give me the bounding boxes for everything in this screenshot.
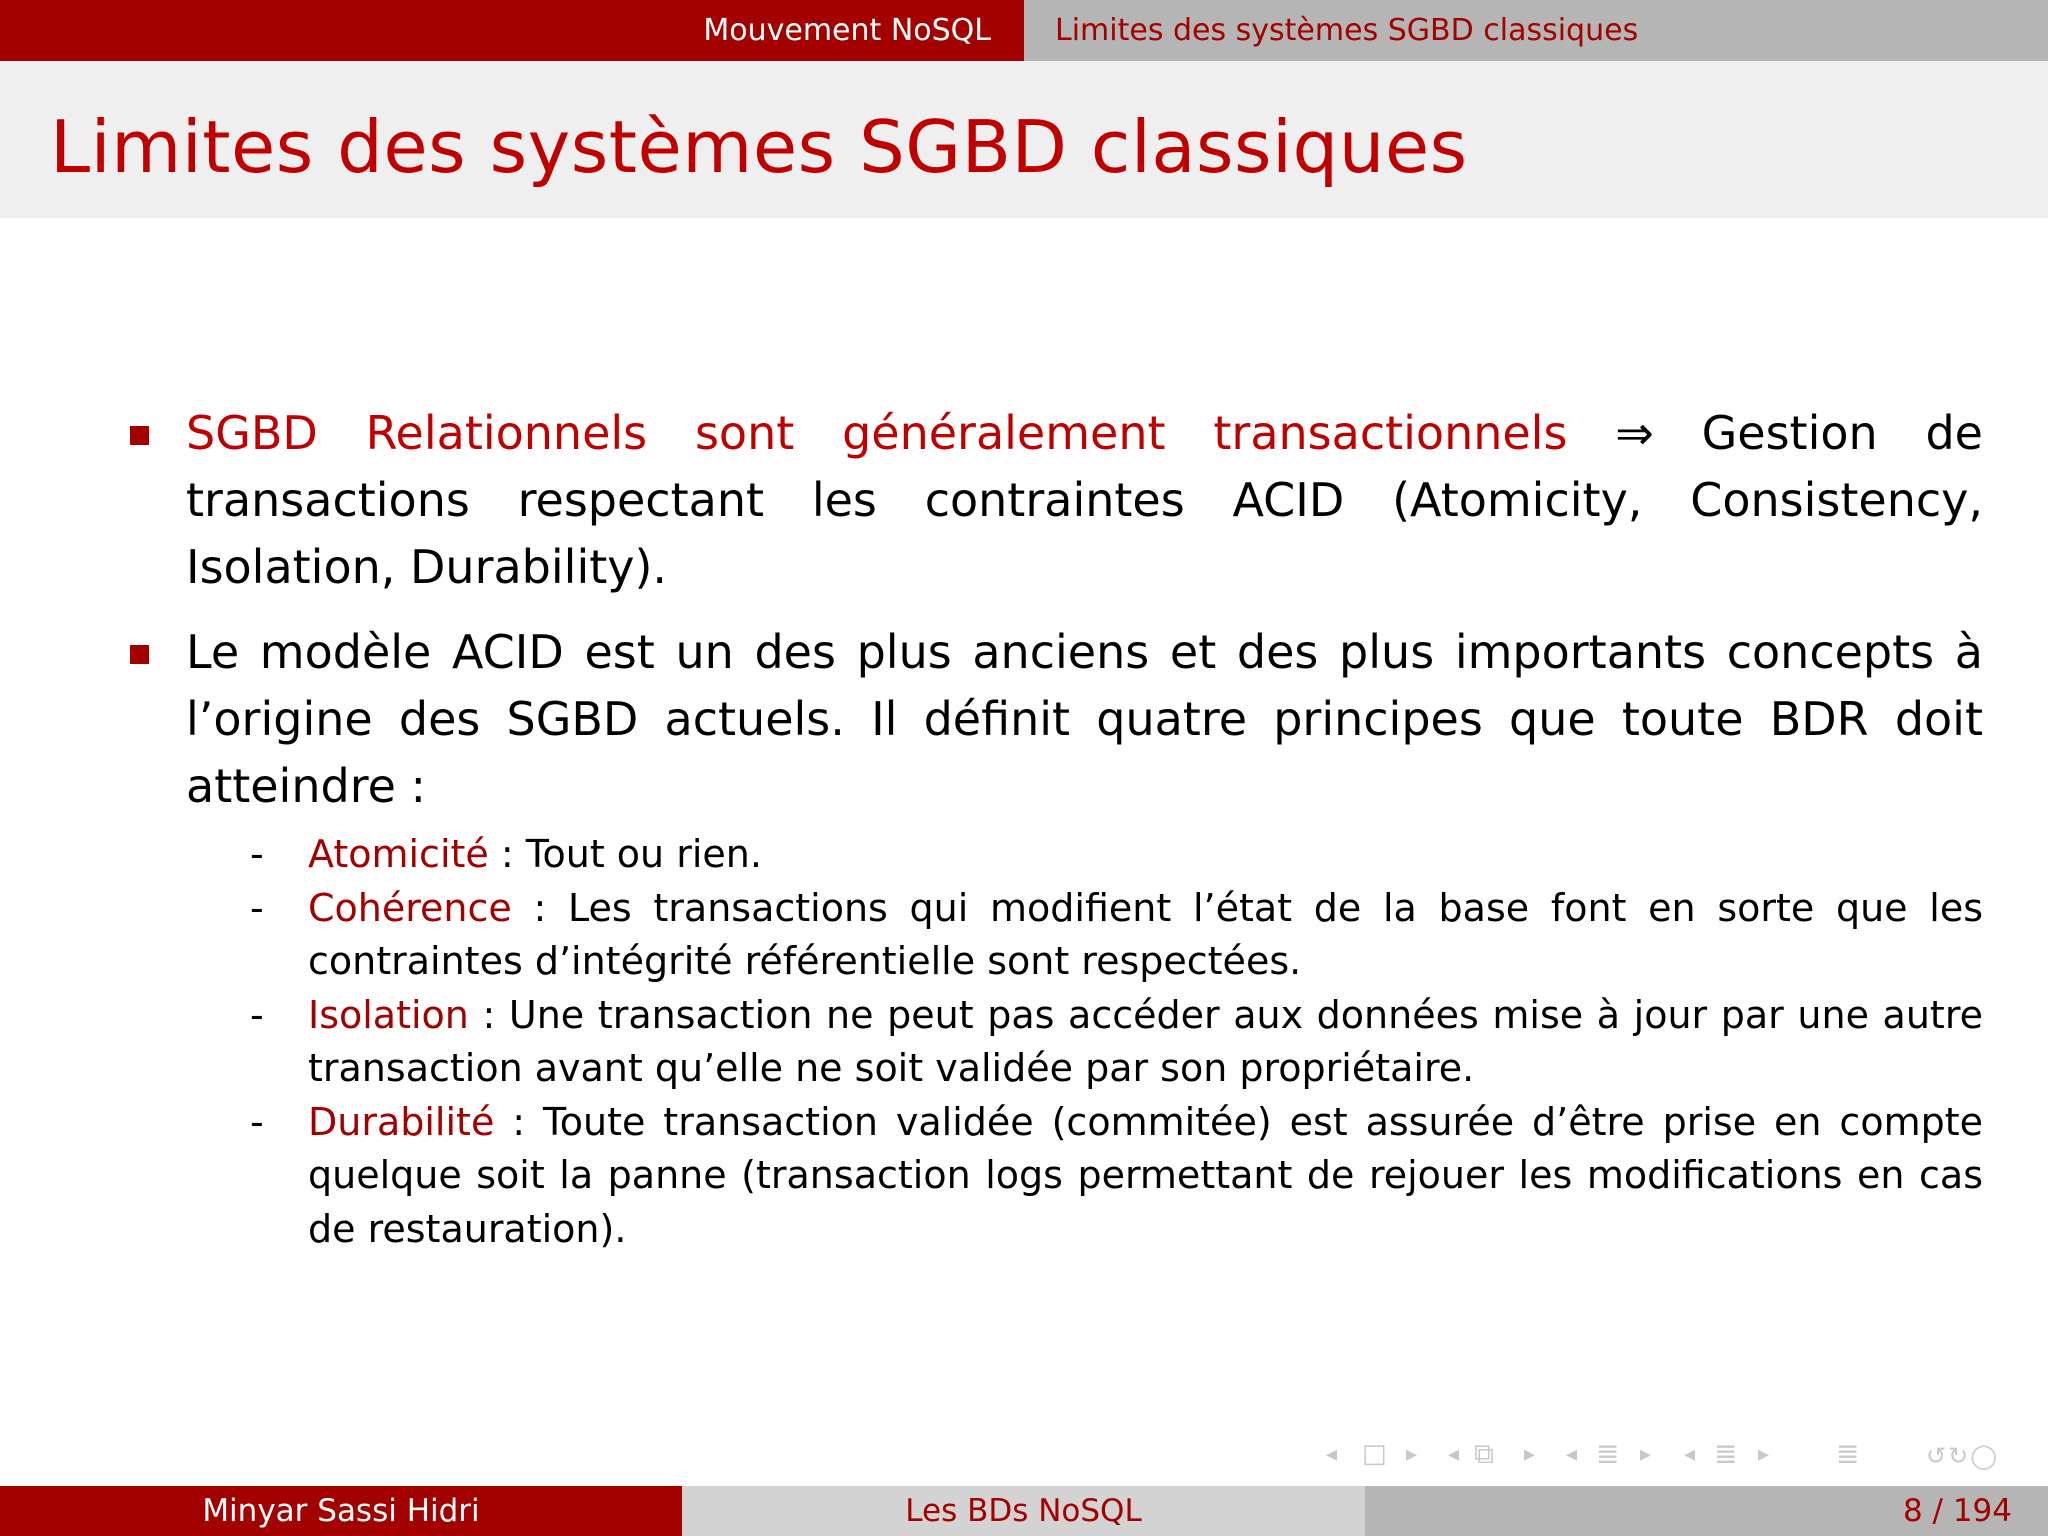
slide-icon[interactable]: □ bbox=[1362, 1439, 1387, 1469]
acid-item-atomicite bbox=[250, 828, 1983, 882]
frame-prev-arrow-icon[interactable]: ◂ bbox=[1448, 1442, 1460, 1467]
header-section[interactable] bbox=[0, 0, 1024, 61]
bullet-square-icon bbox=[130, 426, 149, 445]
beamer-nav-symbols bbox=[1322, 1437, 2034, 1476]
acid-item-durabilite bbox=[250, 1096, 1983, 1257]
header-bar bbox=[0, 0, 2048, 61]
section-next-arrow-icon[interactable]: ▸ bbox=[1758, 1442, 1770, 1467]
acid-list bbox=[186, 828, 1983, 1256]
subsection-prev-arrow-icon[interactable]: ◂ bbox=[1566, 1442, 1578, 1467]
dash-marker: - bbox=[250, 832, 264, 876]
bullet-square-icon bbox=[130, 645, 149, 664]
bullet-text: ⇒ Gestion de transactions respectant les contraintes ACID (Atomicity, Consistency, Isolation, Durability). bbox=[186, 406, 1983, 594]
acid-desc: : Une transaction ne peut pas accéder aux données mise à jour par une autre transaction avant qu’elle ne soit validée par son propriétaire. bbox=[308, 992, 1983, 1090]
acid-desc: : Tout ou rien. bbox=[488, 832, 762, 876]
subsection-icon[interactable]: ≣ bbox=[1596, 1437, 1620, 1470]
bullet-highlight: SGBD Relationnels sont généralement transactionnels bbox=[186, 406, 1568, 460]
acid-desc: : Toute transaction validée (commitée) est assurée d’être prise en compte quelque soit la panne (transaction logs permettant de rejouer les modifications en cas de restauration). bbox=[308, 1099, 1983, 1251]
acid-desc: : Les transactions qui modifient l’état de la base font en sorte que les contraintes d’intégrité référentielle sont respectées. bbox=[308, 885, 1983, 983]
acid-term: Atomicité bbox=[308, 832, 489, 876]
footer-author: Minyar Sassi Hidri bbox=[202, 1493, 480, 1529]
subsection-next-arrow-icon[interactable]: ▸ bbox=[1640, 1442, 1652, 1467]
acid-term: Cohérence bbox=[308, 885, 512, 930]
slide-prev-arrow-icon[interactable]: ◂ bbox=[1326, 1442, 1338, 1467]
section-icon[interactable]: ≣ bbox=[1714, 1437, 1738, 1470]
frame-title: Limites des systèmes SGBD classiques bbox=[50, 105, 1468, 189]
dash-marker: - bbox=[250, 885, 264, 930]
header-subsection-label[interactable]: Limites des systèmes SGBD classiques bbox=[1055, 13, 1639, 48]
footer-title-box bbox=[682, 1486, 1365, 1536]
bullet-item bbox=[128, 400, 1983, 601]
frame-title-bar bbox=[0, 61, 2048, 218]
footer-bar bbox=[0, 1486, 2048, 1536]
frame-next-arrow-icon[interactable]: ▸ bbox=[1524, 1442, 1536, 1467]
dash-marker: - bbox=[250, 992, 264, 1037]
dash-marker: - bbox=[250, 1099, 264, 1144]
acid-item-isolation bbox=[250, 989, 1983, 1096]
frame-icon[interactable]: ⧉ bbox=[1474, 1437, 1494, 1470]
acid-term: Isolation bbox=[308, 992, 469, 1037]
footer-author-box bbox=[0, 1486, 682, 1536]
acid-term: Durabilité bbox=[308, 1099, 495, 1144]
footer-page-box bbox=[1365, 1486, 2048, 1536]
search-icon[interactable]: ↺↻◯ bbox=[1926, 1442, 2000, 1470]
slide-content bbox=[128, 400, 1983, 1256]
footer-short-title: Les BDs NoSQL bbox=[905, 1493, 1142, 1529]
bullet-item bbox=[128, 619, 1983, 1256]
slide-next-arrow-icon[interactable]: ▸ bbox=[1406, 1442, 1418, 1467]
footer-page-number: 8 / 194 bbox=[1902, 1493, 2012, 1529]
section-prev-arrow-icon[interactable]: ◂ bbox=[1684, 1442, 1696, 1467]
header-section-label[interactable]: Mouvement NoSQL bbox=[703, 13, 991, 48]
header-subsection[interactable] bbox=[1024, 0, 2048, 61]
acid-item-coherence bbox=[250, 882, 1983, 989]
bullet-text: Le modèle ACID est un des plus anciens et des plus importants concepts à l’origine des SGBD actuels. Il définit quatre principes que toute BDR doit atteindre : bbox=[186, 625, 1983, 813]
toc-icon[interactable]: ≣ bbox=[1836, 1437, 1860, 1470]
